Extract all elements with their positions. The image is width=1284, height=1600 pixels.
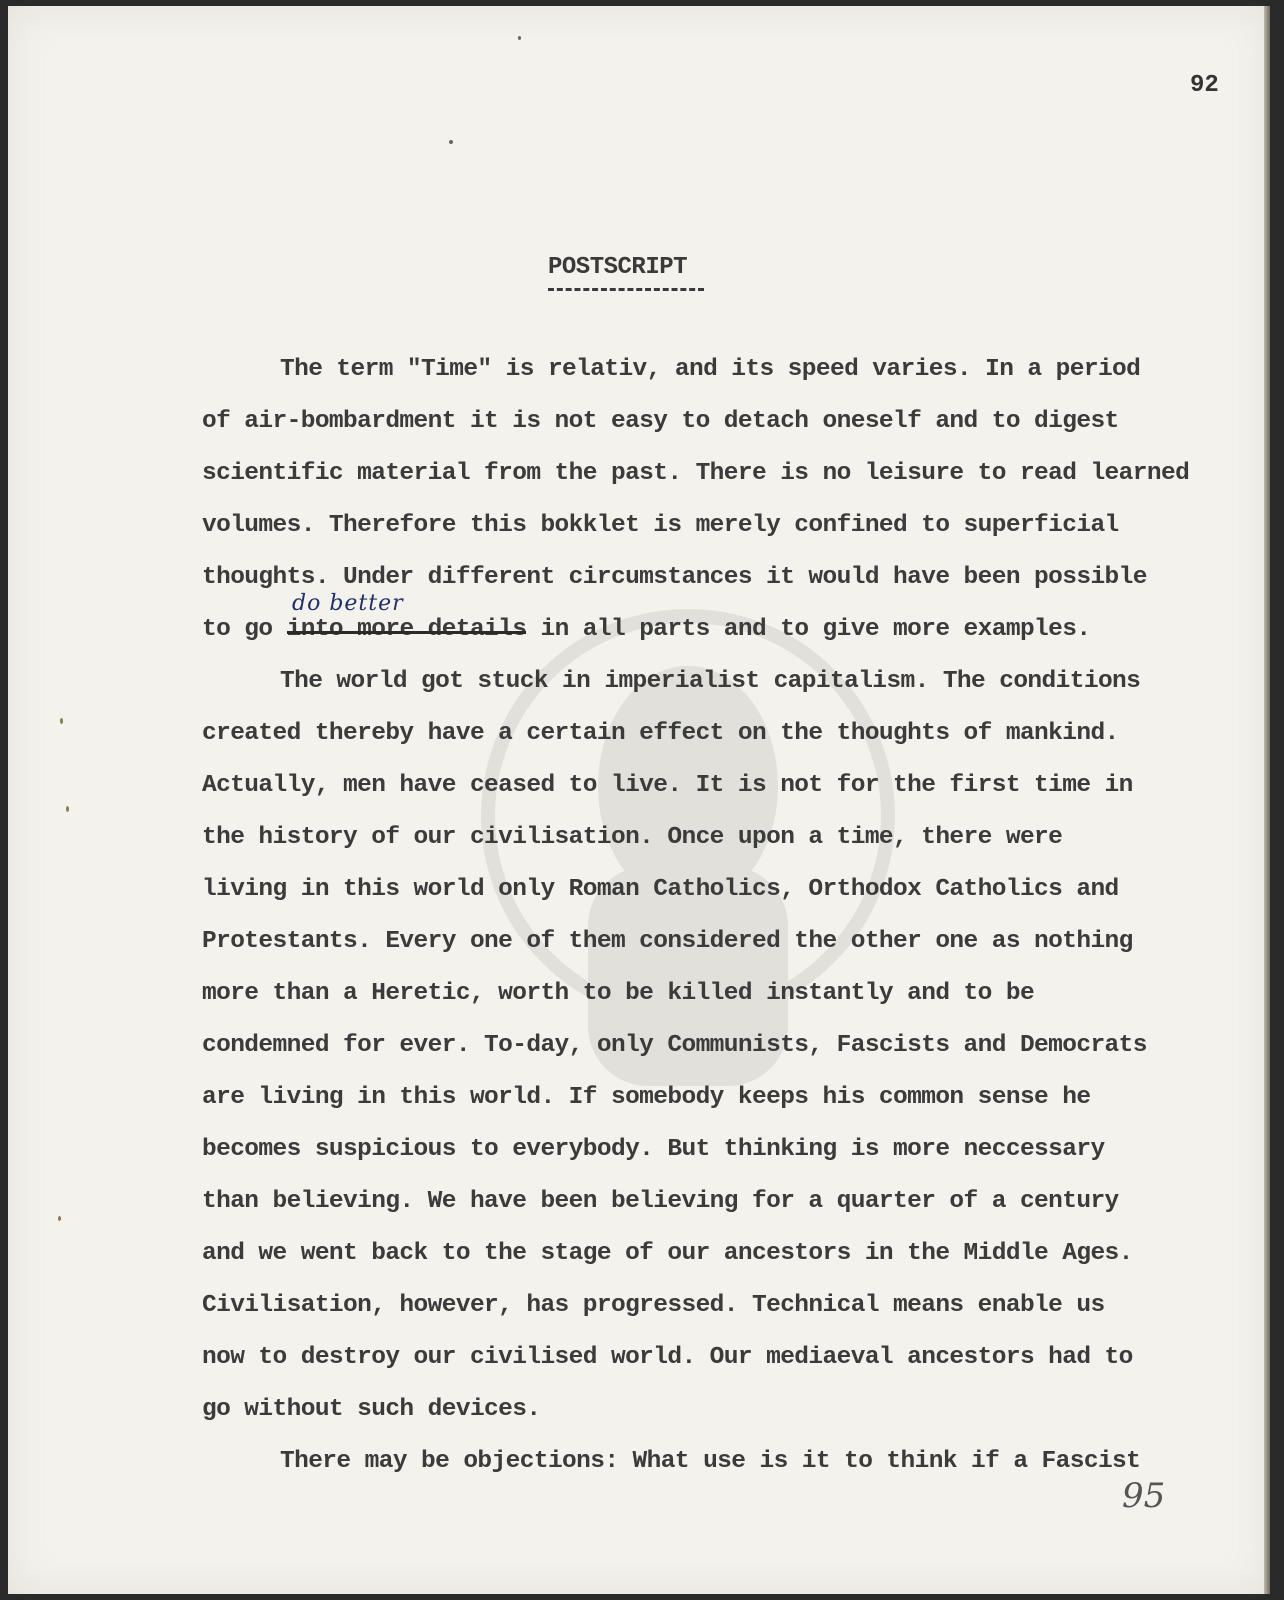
text-line: are living in this world. If somebody keeps his common sense he bbox=[202, 1084, 1091, 1111]
text-line: scientific material from the past. There is no leisure to read learned bbox=[202, 460, 1190, 487]
handwritten-folio-number: 95 bbox=[1122, 1476, 1166, 1516]
typewritten-page bbox=[8, 6, 1270, 1594]
text-line: thoughts. Under different circumstances it would have been possible bbox=[202, 564, 1147, 591]
text-line: go without such devices. bbox=[202, 1396, 541, 1423]
text-line: The world got stuck in imperialist capitalism. The conditions bbox=[280, 668, 1141, 695]
body-text bbox=[202, 352, 1262, 1496]
paper-speck bbox=[60, 718, 63, 724]
text-line: living in this world only Roman Catholics, Orthodox Catholics and bbox=[202, 876, 1119, 903]
paper-speck bbox=[518, 36, 521, 40]
text-line: Protestants. Every one of them considered the other one as nothing bbox=[202, 928, 1133, 955]
title-underline bbox=[548, 288, 704, 291]
text-line: There may be objections: What use is it to think if a Fascist bbox=[280, 1448, 1141, 1475]
paper-speck bbox=[449, 140, 453, 144]
page-number: 92 bbox=[1190, 72, 1219, 99]
text-line: of air-bombardment it is not easy to detach oneself and to digest bbox=[202, 408, 1119, 435]
text-line: and we went back to the stage of our ancestors in the Middle Ages. bbox=[202, 1240, 1133, 1267]
line-prefix: to go bbox=[202, 616, 287, 643]
text-line: Actually, men have ceased to live. It is not for the first time in bbox=[202, 772, 1133, 799]
text-line: volumes. Therefore this bokklet is merely confined to superficial bbox=[202, 512, 1119, 539]
text-line: The term "Time" is relativ, and its speed varies. In a period bbox=[280, 356, 1141, 383]
page-edge-shadow bbox=[1264, 6, 1270, 1594]
paper-speck bbox=[58, 1216, 61, 1221]
text-line: than believing. We have been believing for a quarter of a century bbox=[202, 1188, 1119, 1215]
text-line: the history of our civilisation. Once upon a time, there were bbox=[202, 824, 1063, 851]
text-line: becomes suspicious to everybody. But thinking is more neccessary bbox=[202, 1136, 1105, 1163]
text-line: Civilisation, however, has progressed. Technical means enable us bbox=[202, 1292, 1105, 1319]
handwritten-insertion: do better bbox=[292, 591, 404, 616]
text-line: created thereby have a certain effect on the thoughts of mankind. bbox=[202, 720, 1119, 747]
text-line: now to destroy our civilised world. Our mediaeval ancestors had to bbox=[202, 1344, 1133, 1371]
line-suffix: in all parts and to give more examples. bbox=[526, 616, 1091, 643]
text-line-with-correction bbox=[202, 591, 1262, 664]
paper-speck bbox=[66, 806, 69, 812]
text-line: condemned for ever. To-day, only Communists, Fascists and Democrats bbox=[202, 1032, 1147, 1059]
struck-through-text: into more details bbox=[287, 612, 527, 648]
text-line: more than a Heretic, worth to be killed instantly and to be bbox=[202, 980, 1035, 1007]
page-title: POSTSCRIPT bbox=[548, 254, 688, 281]
